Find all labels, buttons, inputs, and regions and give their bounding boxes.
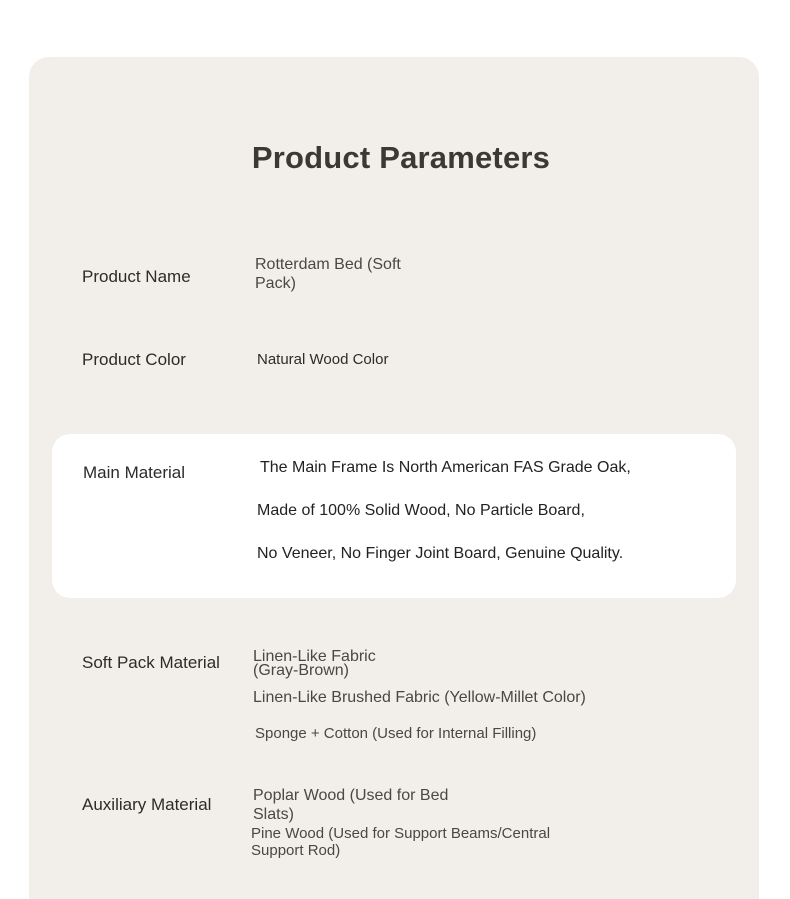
- product-name-value-line1: Rotterdam Bed (Soft: [255, 256, 401, 273]
- soft-pack-item1-line1: Linen-Like Fabric: [253, 648, 376, 665]
- product-name-value-line2: Pack): [255, 275, 296, 292]
- main-material-line1: The Main Frame Is North American FAS Grade Oak,: [260, 459, 631, 476]
- auxiliary-item1-line2: Slats): [253, 806, 294, 823]
- soft-pack-item2: Linen-Like Brushed Fabric (Yellow-Millet Color): [253, 689, 586, 706]
- soft-pack-item1-line2: (Gray-Brown): [253, 662, 350, 679]
- product-name-label: Product Name: [82, 267, 191, 286]
- product-color-label: Product Color: [82, 350, 186, 369]
- main-material-line2: Made of 100% Solid Wood, No Particle Board,: [257, 502, 585, 519]
- auxiliary-item2-line2: Support Rod): [251, 842, 341, 859]
- soft-pack-material-label: Soft Pack Material: [82, 653, 220, 672]
- page-title: Product Parameters: [251, 140, 551, 175]
- soft-pack-item3: Sponge + Cotton (Used for Internal Filling): [255, 725, 537, 742]
- auxiliary-item1-line1: Poplar Wood (Used for Bed: [253, 787, 449, 804]
- auxiliary-item2-line1: Pine Wood (Used for Support Beams/Central: [251, 825, 551, 842]
- main-material-line3: No Veneer, No Finger Joint Board, Genuine Quality.: [257, 545, 624, 562]
- main-material-label: Main Material: [83, 463, 186, 482]
- product-color-value: Natural Wood Color: [257, 351, 389, 368]
- auxiliary-material-label: Auxiliary Material: [82, 795, 212, 814]
